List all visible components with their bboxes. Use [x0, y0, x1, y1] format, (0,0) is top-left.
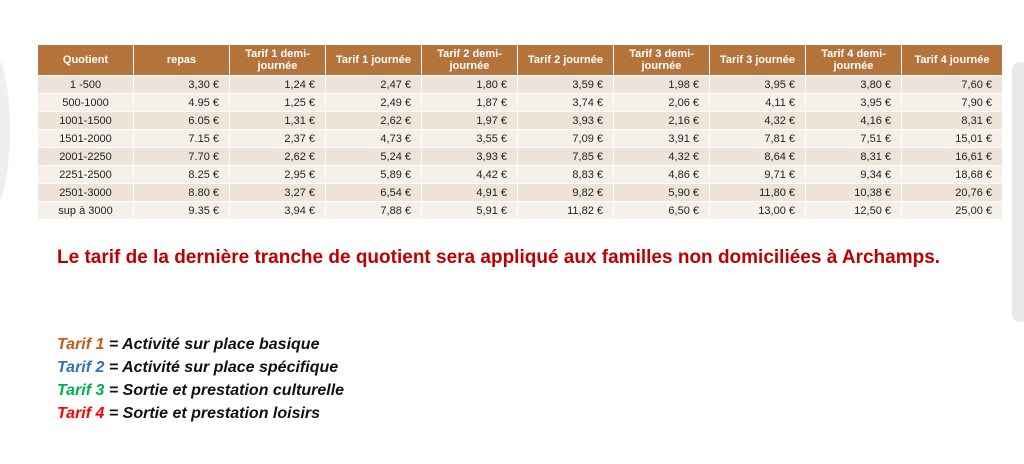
- quotient-cell: 1 -500: [38, 75, 134, 93]
- header-row: [38, 45, 1002, 75]
- price-cell: 3,93 €: [518, 111, 614, 129]
- price-cell: 4.95 €: [134, 93, 230, 111]
- price-cell: 8.80 €: [134, 183, 230, 201]
- price-cell: 6,50 €: [614, 201, 710, 219]
- table-row: [38, 75, 1002, 93]
- price-cell: 12,50 €: [806, 201, 902, 219]
- column-header: repas: [134, 45, 230, 75]
- price-cell: 3,80 €: [806, 75, 902, 93]
- column-header: Quotient: [38, 45, 134, 75]
- price-cell: 1,80 €: [422, 75, 518, 93]
- table-row: [38, 165, 1002, 183]
- price-cell: 2,49 €: [326, 93, 422, 111]
- column-header: Tarif 4 demi-journée: [806, 45, 902, 75]
- price-cell: 2,06 €: [614, 93, 710, 111]
- legend-label: Tarif 1: [57, 336, 105, 353]
- price-cell: 20,76 €: [902, 183, 1002, 201]
- quotient-cell: 500-1000: [38, 93, 134, 111]
- tarif-note: Le tarif de la dernière tranche de quotient sera appliqué aux familles non domiciliées à Archamps.: [57, 247, 941, 268]
- table-row: [38, 129, 1002, 147]
- price-cell: 8.25 €: [134, 165, 230, 183]
- price-cell: 2,47 €: [326, 75, 422, 93]
- column-header: Tarif 4 journée: [902, 45, 1002, 75]
- price-cell: 9,34 €: [806, 165, 902, 183]
- price-cell: 4,11 €: [710, 93, 806, 111]
- legend-item: [57, 333, 344, 356]
- price-cell: 4,32 €: [710, 111, 806, 129]
- price-cell: 13,00 €: [710, 201, 806, 219]
- table-row: [38, 111, 1002, 129]
- tarif-table: [38, 45, 1002, 219]
- price-cell: 7,90 €: [902, 93, 1002, 111]
- column-header: Tarif 3 journée: [710, 45, 806, 75]
- price-cell: 8,31 €: [806, 147, 902, 165]
- column-header: Tarif 2 journée: [518, 45, 614, 75]
- tarif-legend: [57, 333, 344, 425]
- price-cell: 3,93 €: [422, 147, 518, 165]
- price-cell: 11,82 €: [518, 201, 614, 219]
- legend-text: = Activité sur place basique: [104, 336, 320, 353]
- price-cell: 1,87 €: [422, 93, 518, 111]
- legend-item: [57, 402, 344, 425]
- column-header: Tarif 1 demi-journée: [230, 45, 326, 75]
- table-row: [38, 93, 1002, 111]
- price-cell: 4,86 €: [614, 165, 710, 183]
- price-cell: 8,64 €: [710, 147, 806, 165]
- price-cell: 3,74 €: [518, 93, 614, 111]
- column-header: Tarif 1 journée: [326, 45, 422, 75]
- price-cell: 1,98 €: [614, 75, 710, 93]
- price-cell: 3,95 €: [806, 93, 902, 111]
- price-cell: 15,01 €: [902, 129, 1002, 147]
- table-row: [38, 201, 1002, 219]
- price-cell: 8,31 €: [902, 111, 1002, 129]
- quotient-cell: 1001-1500: [38, 111, 134, 129]
- price-cell: 4,42 €: [422, 165, 518, 183]
- legend-label: Tarif 4: [57, 405, 105, 422]
- price-cell: 1,97 €: [422, 111, 518, 129]
- price-cell: 11,80 €: [710, 183, 806, 201]
- page-edge-right: [1012, 62, 1024, 322]
- legend-text: = Activité sur place spécifique: [104, 359, 339, 376]
- table-row: [38, 183, 1002, 201]
- price-cell: 18,68 €: [902, 165, 1002, 183]
- price-cell: 10,38 €: [806, 183, 902, 201]
- price-cell: 4,16 €: [806, 111, 902, 129]
- price-cell: 3,95 €: [710, 75, 806, 93]
- price-cell: 7,85 €: [518, 147, 614, 165]
- price-cell: 7.70 €: [134, 147, 230, 165]
- price-cell: 1,24 €: [230, 75, 326, 93]
- price-cell: 2,62 €: [230, 147, 326, 165]
- price-cell: 4,32 €: [614, 147, 710, 165]
- legend-text: = Sortie et prestation loisirs: [104, 405, 321, 422]
- price-cell: 9,71 €: [710, 165, 806, 183]
- price-cell: 3,59 €: [518, 75, 614, 93]
- price-cell: 2,37 €: [230, 129, 326, 147]
- price-cell: 2,62 €: [326, 111, 422, 129]
- price-cell: 3,30 €: [134, 75, 230, 93]
- price-cell: 25,00 €: [902, 201, 1002, 219]
- tarif-table-body: [38, 75, 1002, 219]
- price-cell: 9.35 €: [134, 201, 230, 219]
- price-cell: 7,81 €: [710, 129, 806, 147]
- price-cell: 5,91 €: [422, 201, 518, 219]
- price-cell: 3,55 €: [422, 129, 518, 147]
- price-cell: 4,91 €: [422, 183, 518, 201]
- legend-item: [57, 379, 344, 402]
- price-cell: 7,88 €: [326, 201, 422, 219]
- price-cell: 2,95 €: [230, 165, 326, 183]
- table-row: [38, 147, 1002, 165]
- page-edge-left: [0, 55, 10, 205]
- quotient-cell: 2001-2250: [38, 147, 134, 165]
- quotient-cell: sup à 3000: [38, 201, 134, 219]
- price-cell: 8,83 €: [518, 165, 614, 183]
- quotient-cell: 2251-2500: [38, 165, 134, 183]
- column-header: Tarif 3 demi-journée: [614, 45, 710, 75]
- price-cell: 1,25 €: [230, 93, 326, 111]
- price-cell: 5,90 €: [614, 183, 710, 201]
- price-cell: 16,61 €: [902, 147, 1002, 165]
- price-cell: 5,89 €: [326, 165, 422, 183]
- tarif-table-header: [38, 45, 1002, 75]
- price-cell: 7,60 €: [902, 75, 1002, 93]
- price-cell: 4,73 €: [326, 129, 422, 147]
- price-cell: 7,51 €: [806, 129, 902, 147]
- price-cell: 1,31 €: [230, 111, 326, 129]
- legend-text: = Sortie et prestation culturelle: [104, 382, 345, 399]
- price-cell: 6,54 €: [326, 183, 422, 201]
- quotient-cell: 2501-3000: [38, 183, 134, 201]
- price-cell: 9,82 €: [518, 183, 614, 201]
- legend-label: Tarif 3: [57, 382, 105, 399]
- price-cell: 7,09 €: [518, 129, 614, 147]
- price-cell: 3,94 €: [230, 201, 326, 219]
- price-cell: 6.05 €: [134, 111, 230, 129]
- price-cell: 5,24 €: [326, 147, 422, 165]
- price-cell: 2,16 €: [614, 111, 710, 129]
- price-cell: 3,27 €: [230, 183, 326, 201]
- column-header: Tarif 2 demi-journée: [422, 45, 518, 75]
- price-cell: 7.15 €: [134, 129, 230, 147]
- legend-label: Tarif 2: [57, 359, 105, 376]
- price-cell: 3,91 €: [614, 129, 710, 147]
- quotient-cell: 1501-2000: [38, 129, 134, 147]
- legend-item: [57, 356, 344, 379]
